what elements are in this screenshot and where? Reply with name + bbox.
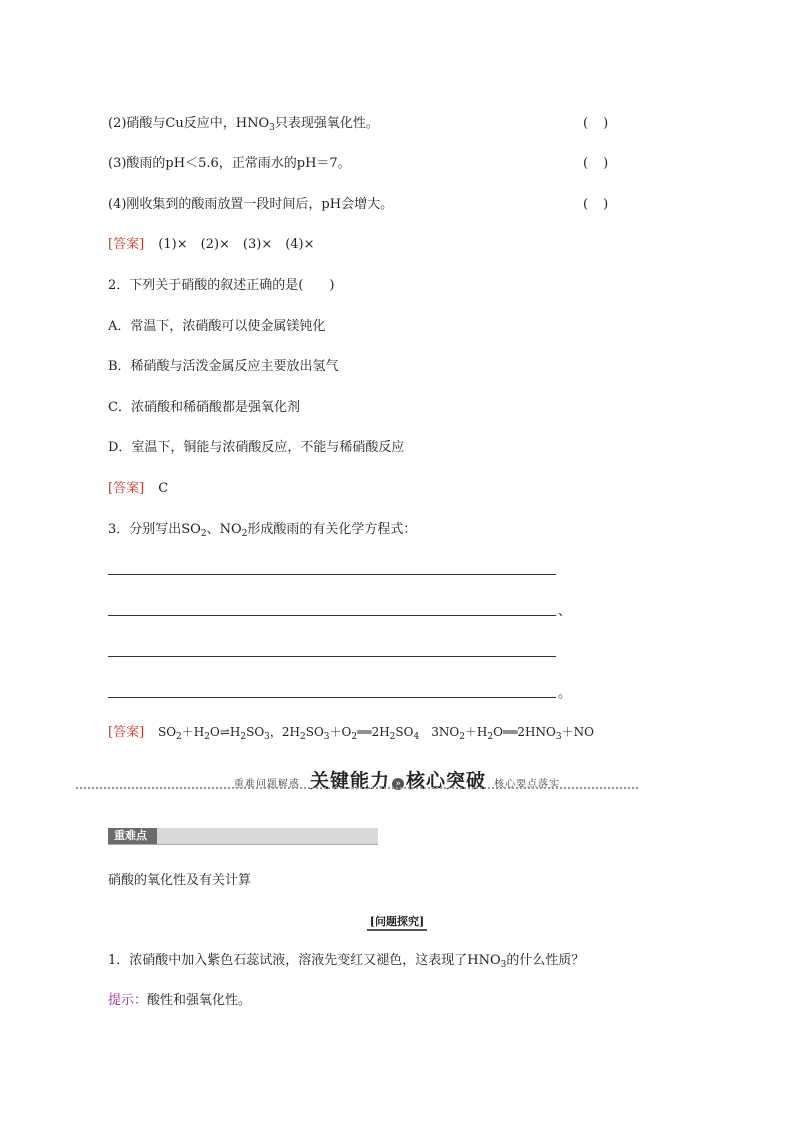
banner-divider xyxy=(76,787,638,789)
q1-item-3: (3)酸雨的pH＜5.6，正常雨水的pH＝7。 xyxy=(108,156,351,171)
q1-item-4: (4)刚收集到的酸雨放置一段时间后，pH会增大。 xyxy=(108,197,394,212)
equation-3: $3NO_2+H_2O══2HNO_3+NO$ xyxy=(419,725,594,742)
q2-option-a: A．常温下，浓硝酸可以使金属镁钝化 xyxy=(108,319,326,334)
answer-paren[interactable]: ( ) xyxy=(583,197,610,212)
section-banner: 重难问题解惑 关键能力 » 核心突破 核心要点落实 xyxy=(233,770,561,792)
answer-tag: [答案] xyxy=(108,237,145,252)
answer-tag: [答案] xyxy=(108,725,145,740)
equation-1: $SO_2+H_2O\rightleftharpoons H_2SO_3$ xyxy=(157,725,270,742)
section-title: 硝酸的氧化性及有关计算 xyxy=(108,873,252,888)
key-point-tag: 重难点 xyxy=(108,828,157,844)
inquiry-question-1: 1．浓硝酸中加入紫色石蕊试液，溶液先变红又褪色，这表现了$HNO_3$的什么性质？ xyxy=(108,953,585,970)
blank-punctuation: 。 xyxy=(558,686,572,701)
q3-answer xyxy=(108,723,594,742)
q2-option-c: C．浓硝酸和稀硝酸都是强氧化剂 xyxy=(108,400,300,415)
equals-arrow-icon: ══ xyxy=(502,725,518,739)
equals-arrow-icon: ══ xyxy=(357,725,372,739)
answer-paren[interactable]: ( ) xyxy=(583,116,610,131)
answer-blank-line[interactable] xyxy=(108,615,556,616)
answer-blank-line[interactable] xyxy=(108,697,556,698)
reversible-arrow-icon: ⇌ xyxy=(219,725,230,739)
q2-answer: [答案] C xyxy=(108,481,169,496)
q2-option-d: D．室温下，铜能与浓硝酸反应，不能与稀硝酸反应 xyxy=(108,440,405,455)
q1-item-2: (2)硝酸与Cu反应中，$HNO_3$只表现强氧化性。 xyxy=(108,116,379,133)
inquiry-label: [问题探究] xyxy=(0,914,794,931)
answer-paren[interactable]: ( ) xyxy=(583,156,610,171)
equation-2: ，$2H_2SO_3+O_2══2H_2SO_4$ xyxy=(269,725,420,742)
q1-answer: [答案] (1)× (2)× (3)× (4)× xyxy=(108,237,315,252)
q3-stem: 3．分别写出$SO_2$、$NO_2$形成酸雨的有关化学方程式： xyxy=(108,522,417,539)
double-chevron-icon: » xyxy=(392,778,404,790)
key-point-tag-bar xyxy=(108,828,378,845)
answer-blank-line[interactable] xyxy=(108,574,556,575)
blank-punctuation: 、 xyxy=(558,604,572,619)
answer-tag: [答案] xyxy=(108,481,145,496)
q2-option-b: B．稀硝酸与活泼金属反应主要放出氢气 xyxy=(108,359,339,374)
q2-stem: 2．下列关于硝酸的叙述正确的是( ) xyxy=(108,278,335,293)
hint: 提示：酸性和强氧化性。 xyxy=(108,993,252,1008)
hint-tag: 提示： xyxy=(108,993,148,1008)
answer-blank-line[interactable] xyxy=(108,656,556,657)
